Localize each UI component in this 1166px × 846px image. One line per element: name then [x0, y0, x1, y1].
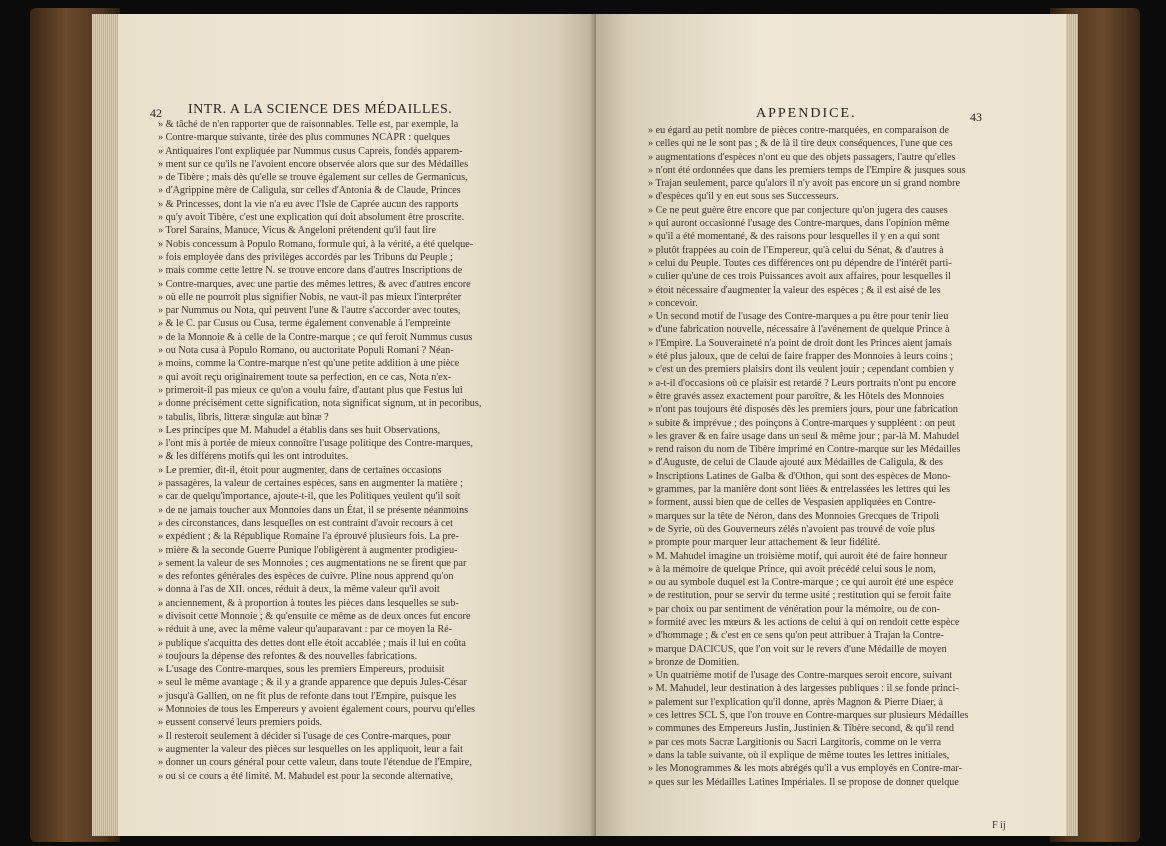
text-line: » par Nummus ou Nota, qui peuvent l'une & l'autre s'accorder avec toutes,: [158, 305, 461, 317]
text-line: » c'est un des premiers plaisirs dont ils veulent jouir ; cependant combien y: [648, 364, 954, 376]
text-line: » L'usage des Contre-marques, sous les premiers Empereurs, produisit: [158, 664, 445, 676]
text-line: » toujours la dépense des refontes & des nouvelles fabrications.: [158, 650, 418, 662]
text-line: » Les principes que M. Mahudel a établis dans ses huit Observations,: [158, 424, 441, 436]
text-line: » donne précisément cette signification, nota significat signum, ut in pecoribus,: [158, 398, 482, 410]
text-line: » Contre-marque suivante, tirée des plus communes NCAPR : quelques: [158, 132, 450, 144]
text-line: » l'Empire. La Souveraineté n'a point de droit dont les Princes aient jamais: [648, 337, 952, 349]
text-line: » Un quatrième motif de l'usage des Contre-marques seroit encore, suivant: [648, 670, 953, 682]
text-line: » ou Nota cusa à Populo Romano, ou auctoritate Populi Romani ? Néan-: [158, 345, 454, 357]
text-line: » communes des Empereurs Justin, Justinien & Tibère second, & qu'il rend: [648, 723, 955, 735]
text-line: » sement la valeur de ses Monnoies ; ces augmentations ne se firent que par: [158, 557, 467, 569]
text-line: » qu'y avoit Tibère, c'est une explication qui doit absolument être proscrite.: [158, 212, 465, 224]
text-line: » jusqu'à Gallien, on ne fit plus de refonte dans tout l'Empire, puisque les: [158, 690, 457, 702]
text-line: » & les différens motifs qui les ont introduites.: [158, 451, 349, 463]
text-line: » tabulis, libris, litteræ singulæ aut binæ ?: [158, 411, 329, 423]
text-line: » & le C. par Cusus ou Cusa, terme également convenable à l'empreinte: [158, 318, 451, 330]
text-line: » Il resteroit seulement à décider si l'usage de ces Contre-marques, pour: [158, 730, 451, 742]
text-line: » publique s'acquitta des dettes dont elle étoit accablée ; mais il lui en coûta: [158, 637, 466, 649]
text-line: » à la mémoire de quelque Prince, qui avoit précédé celui sous le nom,: [648, 563, 936, 575]
text-line: » passagères, la valeur de certaines espèces, sans en augmenter la matière ;: [158, 478, 463, 490]
text-line: » divisoit cette Monnoie ; & qu'ensuite ce même as de deux onces fut encore: [158, 610, 471, 622]
text-line: » augmentations d'espèces n'ont eu que des objets passagers, l'autre qu'elles: [648, 151, 956, 163]
text-line: » d'Agrippine mère de Caligula, sur celles d'Antonia & de Claude, Princes: [158, 185, 461, 197]
text-line: » Inscriptions Latines de Galba & d'Othon, qui sont des espèces de Mono-: [648, 470, 951, 482]
text-line: » car de quelqu'importance, ajoute-t-il, que les Politiques veulent qu'il soit: [158, 491, 461, 503]
text-line: » les graver & en faire usage dans un seul & même jour ; par-là M. Mahudel: [648, 430, 960, 442]
text-line: » de Tibère ; mais dès qu'elle se trouve également sur celles de Germanicus,: [158, 172, 468, 184]
text-line: » les Monogrammes & les mots abrégés qu'il a vus employés en Contre-mar-: [648, 763, 962, 775]
text-line: » mais comme cette lettre N. se trouve encore dans d'autres Inscriptions de: [158, 265, 463, 277]
text-line: » marques sur la tête de Néron, dans des Monnoies Grecques de Tripoli: [648, 510, 940, 522]
right-page: [596, 14, 1066, 836]
text-line: » donner un cours général pour cette valeur, dans toute l'étendue de l'Empire,: [158, 757, 472, 769]
text-line: » fois employée dans des privilèges accordés par les Tribuns du Peuple ;: [158, 251, 453, 263]
text-line: » a-t-il d'occasions où ce plaisir est retardé ? Leurs portraits n'ont pu encore: [648, 377, 956, 389]
text-line: » d'une fabrication nouvelle, nécessaire à l'avénement de quelque Prince à: [648, 324, 950, 336]
text-line: » Nobis concessum à Populo Romano, formule qui, à la vérité, a été quelque-: [158, 238, 474, 250]
text-line: » n'ont été ordonnées que dans les premiers temps de l'Empire & jusques sous: [648, 164, 966, 176]
text-line: » Trajan seulement, parce qu'alors il n'y avoit pas encore un si grand nombre: [648, 178, 961, 190]
signature-mark: F ij: [992, 820, 1006, 831]
text-line: » par choix ou par sentiment de vénération pour la mémoire, ou de con-: [648, 603, 940, 615]
text-line: » moins, comme la Contre-marque n'est qu'une petite addition à une pièce: [158, 358, 460, 370]
text-line: » de ne jamais toucher aux Monnoies dans un État, il se présente néanmoins: [158, 504, 469, 516]
text-line: » d'espèces qu'il y en eut sous ses Successeurs.: [648, 191, 839, 203]
text-line: » mière & la seconde Guerre Punique l'obligèrent à augmenter prodigieu-: [158, 544, 458, 556]
text-line: » eu égard au petit nombre de pièces contre-marquées, en comparaison de: [648, 125, 949, 136]
body-text: [648, 124, 1000, 789]
text-line: » rend raison du nom de Tibère imprimé en Contre-marque sur les Médailles: [648, 444, 961, 456]
text-line: » & tâché de n'en rapporter que de raisonnables. Telle est, par exemple, la: [158, 119, 459, 130]
text-line: » forment, aussi bien que de celles de Vespasien appliquées en Contre-: [648, 497, 936, 509]
text-line: » être gravés assez exactement pour paroître, & les Hôtels des Monnoies: [648, 390, 944, 402]
text-line: » par ces mots Sacræ Largitionis ou Sacri Largitoris, comme on le verra: [648, 736, 942, 748]
text-line: » n'ont pas toujours été disposés dès les premiers jours, pour une fabrication: [648, 404, 958, 416]
text-line: » formité avec les mœurs & les actions de celui à qui on rendoit cette espèce: [648, 616, 960, 628]
text-line: » d'hommage ; & c'est en ce sens qu'on peut attribuer à Trajan la Contre-: [648, 630, 944, 642]
text-line: » grammes, par la manière dont sont liées & entrelassées les lettres qui les: [648, 484, 951, 496]
text-line: » ou au symbole duquel est la Contre-marque ; ce qui auroit été une espèce: [648, 577, 954, 589]
text-line: » Contre-marques, avec une partie des mêmes lettres, & avec d'autres encore: [158, 278, 471, 290]
text-line: » l'ont mis à portée de mieux connoître l'usage politique des Contre-marques,: [158, 438, 473, 450]
text-line: » des circonstances, dans lesquelles on est contraint d'avoir recours à cet: [158, 517, 453, 529]
text-line: » anciennement, & à proportion à toutes les pièces dans lesquelles se sub-: [158, 597, 459, 609]
text-line: » d'Auguste, de celui de Claude ajouté aux Médailles de Caligula, & des: [648, 457, 943, 469]
text-line: » concevoir.: [648, 297, 698, 309]
text-line: » Le premier, dit-il, étoit pour augmenter, dans de certaines occasions: [158, 464, 442, 476]
page-number: 43: [970, 110, 982, 124]
text-line: » été plus jaloux, que de celui de faire frapper des Monnoies à leurs coins ;: [648, 351, 953, 363]
open-book: [30, 8, 1140, 842]
left-page: [118, 14, 596, 836]
text-line: » culier qu'une de ces trois Puissances avoit aux affaires, pour lesquelles il: [648, 271, 951, 283]
text-line: » qui auront occasionné l'usage des Contre-marques, dans l'opinion même: [648, 218, 950, 230]
text-line: » marque DACICUS, que l'on voit sur le revers d'une Médaille de moyen: [648, 643, 947, 655]
text-line: » celui du Peuple. Toutes ces différences ont pu dépendre de l'intérêt parti-: [648, 257, 952, 269]
text-line: » M. Mahudel, leur destination à des largesses publiques : il se fonde princi-: [648, 683, 959, 695]
text-line: » ou si ce cours a été limité. M. Mahudel est pour la seconde alternative,: [158, 770, 454, 782]
text-line: » Un second motif de l'usage des Contre-marques a pu être pour tenir lieu: [648, 311, 949, 323]
text-line: » étoit nécessaire d'augmenter la valeur des espèces ; & il est aisé de les: [648, 284, 941, 296]
text-line: » bronze de Domitien.: [648, 656, 740, 668]
text-line: » celles qui ne le sont pas ; & de là il tire deux conséquences, l'une que ces: [648, 138, 953, 150]
text-line: » ques sur les Médailles Latines Impériales. Il se propose de donner quelque: [648, 776, 959, 788]
text-line: » Ce ne peut guère être encore que par conjecture qu'on jugera des causes: [648, 204, 948, 216]
text-line: » de la Monnoie & à celle de la Contre-marque ; ce qui feroit Nummus cusus: [158, 331, 473, 343]
text-line: » M. Mahudel imagine un troisième motif, qui auroit été de faire honneur: [648, 550, 948, 562]
text-line: » palement sur l'explication qu'il donne, après Magnon & Pierre Diaer, à: [648, 696, 943, 708]
running-head: INTR. A LA SCIENCE DES MÉDAILLES.: [188, 102, 453, 117]
text-line: » de restitution, pour se servir du terme usité ; restitution qui se feroit faite: [648, 590, 952, 602]
text-line: » augmenter la valeur des pièces sur lesquelles on les appliquoit, leur a fait: [158, 743, 463, 755]
text-line: » donna à l'as de XII. onces, réduit à deux, la même valeur qu'il avoit: [158, 584, 440, 596]
text-line: » où elle ne pourroit plus signifier Nobis, ne vaut-il pas mieux l'interpréter: [158, 291, 462, 303]
text-line: » des refontes générales des espèces de cuivre. Pline nous apprend qu'on: [158, 571, 454, 583]
text-line: » primeroit-il pas mieux ce qu'on a voulu faire, d'autant plus que Festus lui: [158, 384, 463, 396]
text-line: » dans la table suivante, où il explique de même toutes les lettres initiales,: [648, 749, 950, 761]
text-line: » seul le même avantage ; & il y a grande apparence que depuis Jules-César: [158, 677, 467, 689]
body-text: [158, 118, 500, 783]
text-line: » réduit à une, avec la même valeur qu'auparavant : par ce moyen la Ré-: [158, 624, 453, 636]
text-line: » ment sur ce qu'ils ne l'avoient encore observée alors que sur des Médailles: [158, 158, 469, 170]
text-line: » Torel Sarains, Manuce, Vicus & Angeloni prétendent qu'il faut lire: [158, 225, 436, 237]
text-line: » & Princesses, dont la vie n'a eu avec l'Isle de Caprée aucun des rapports: [158, 198, 459, 210]
page-number: 42: [150, 106, 162, 120]
text-line: » qu'il a été momentané, & des raisons pour lesquelles il y en a qui sont: [648, 231, 940, 243]
text-line: » qui avoit reçu originairement toute sa perfection, en ce cas, Nota n'ex-: [158, 371, 452, 383]
text-line: » plutôt frappées au coin de l'Empereur, qu'à celui du Sénat, & d'autres à: [648, 244, 944, 256]
text-line: » subite & imprévue ; des poinçons à Contre-marques y suppléent : on peut: [648, 417, 955, 429]
running-head: APPENDICE.: [756, 106, 857, 121]
text-line: » ces lettres SCL S, que l'on trouve en Contre-marques sur plusieurs Médailles: [648, 710, 969, 722]
text-line: » de Syrie, où des Gouverneurs zélés n'avoient pas trouvé de voie plus: [648, 523, 935, 535]
text-line: » Antiquaires l'ont expliquée par Nummus cusus Capreis, fondés apparem-: [158, 145, 463, 157]
text-line: » prompte pour marquer leur attachement & leur fidélité.: [648, 537, 881, 549]
text-line: » eussent conservé leurs premiers poids.: [158, 717, 323, 729]
text-line: » expédient ; & la République Romaine l'a éprouvé plusieurs fois. La pre-: [158, 531, 459, 543]
text-line: » Monnoies de tous les Empereurs y avoient également cours, pourvu qu'elles: [158, 704, 476, 716]
